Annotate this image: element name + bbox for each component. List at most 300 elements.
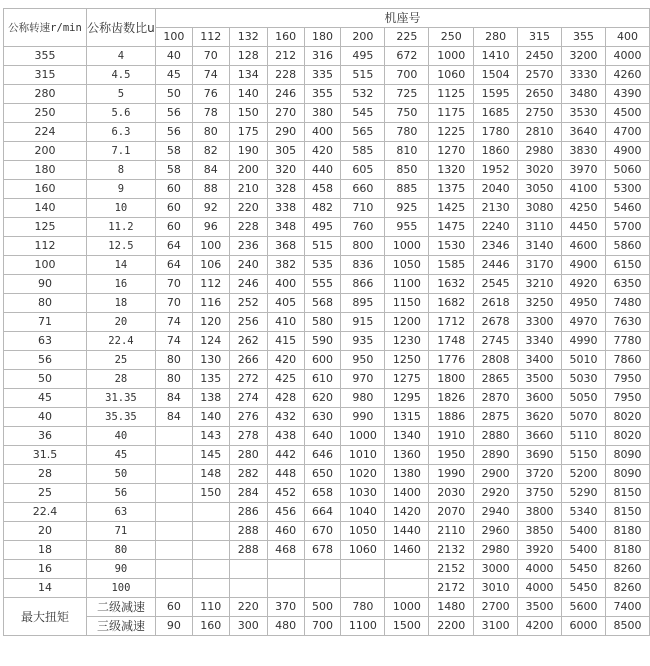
ratio-cell: 50 — [86, 465, 155, 484]
power-value-cell: 3720 — [518, 465, 562, 484]
power-value-cell: 438 — [267, 427, 304, 446]
power-value-cell: 58 — [155, 142, 192, 161]
speed-cell: 224 — [4, 123, 87, 142]
power-value-cell: 468 — [267, 541, 304, 560]
power-value-cell: 3210 — [518, 275, 562, 294]
power-value-cell: 220 — [229, 199, 267, 218]
table-row — [4, 218, 650, 237]
power-value-cell: 5200 — [562, 465, 606, 484]
power-value-cell: 1030 — [341, 484, 385, 503]
table-row — [4, 389, 650, 408]
power-value-cell: 246 — [267, 85, 304, 104]
power-value-cell: 316 — [304, 47, 341, 66]
power-value-cell: 190 — [229, 142, 267, 161]
frame-size-header: 132 — [229, 28, 267, 47]
torque-value-cell: 8500 — [605, 617, 649, 636]
power-value-cell: 8090 — [605, 465, 649, 484]
table-row — [4, 560, 650, 579]
speed-cell: 40 — [4, 408, 87, 427]
torque-value-cell: 110 — [192, 598, 229, 617]
power-value-cell — [229, 560, 267, 579]
power-value-cell: 60 — [155, 180, 192, 199]
power-value-cell: 415 — [267, 332, 304, 351]
power-value-cell: 3850 — [518, 522, 562, 541]
torque-value-cell: 1480 — [429, 598, 474, 617]
power-value-cell: 1000 — [341, 427, 385, 446]
ratio-cell: 80 — [86, 541, 155, 560]
ratio-cell: 25 — [86, 351, 155, 370]
power-value-cell: 565 — [341, 123, 385, 142]
power-value-cell: 2618 — [474, 294, 518, 313]
power-value-cell: 5150 — [562, 446, 606, 465]
power-value-cell: 4000 — [605, 47, 649, 66]
ratio-cell: 56 — [86, 484, 155, 503]
power-value-cell: 284 — [229, 484, 267, 503]
table-row — [4, 294, 650, 313]
table-row — [4, 66, 650, 85]
power-value-cell: 1250 — [385, 351, 429, 370]
power-value-cell: 228 — [267, 66, 304, 85]
power-value-cell — [229, 579, 267, 598]
power-value-cell: 2960 — [474, 522, 518, 541]
power-value-cell: 338 — [267, 199, 304, 218]
power-value-cell: 7480 — [605, 294, 649, 313]
power-value-cell: 1020 — [341, 465, 385, 484]
power-value-cell: 4950 — [562, 294, 606, 313]
power-value-cell: 74 — [155, 313, 192, 332]
power-value-cell: 2875 — [474, 408, 518, 427]
power-value-cell: 515 — [304, 237, 341, 256]
power-value-cell: 116 — [192, 294, 229, 313]
power-value-cell: 3110 — [518, 218, 562, 237]
power-value-cell: 148 — [192, 465, 229, 484]
power-value-cell: 2890 — [474, 446, 518, 465]
speed-cell: 20 — [4, 522, 87, 541]
power-value-cell: 246 — [229, 275, 267, 294]
ratio-column-header: 公称齿数比u — [86, 9, 155, 47]
power-value-cell: 1125 — [429, 85, 474, 104]
ratio-cell: 100 — [86, 579, 155, 598]
power-value-cell: 84 — [155, 389, 192, 408]
power-value-cell: 3500 — [518, 370, 562, 389]
power-value-cell: 3750 — [518, 484, 562, 503]
table-row — [4, 408, 650, 427]
ratio-cell: 16 — [86, 275, 155, 294]
power-value-cell: 1040 — [341, 503, 385, 522]
power-value-cell: 5060 — [605, 161, 649, 180]
power-value-cell: 2650 — [518, 85, 562, 104]
speed-cell: 200 — [4, 142, 87, 161]
power-value-cell: 88 — [192, 180, 229, 199]
ratio-cell: 10 — [86, 199, 155, 218]
reduction-stage-label: 三级减速 — [86, 617, 155, 636]
power-value-cell: 3330 — [562, 66, 606, 85]
power-value-cell — [155, 465, 192, 484]
speed-cell: 28 — [4, 465, 87, 484]
power-value-cell — [192, 579, 229, 598]
power-value-cell: 460 — [267, 522, 304, 541]
power-value-cell: 866 — [341, 275, 385, 294]
power-value-cell: 64 — [155, 237, 192, 256]
torque-value-cell: 5600 — [562, 598, 606, 617]
power-value-cell: 1886 — [429, 408, 474, 427]
speed-cell: 50 — [4, 370, 87, 389]
power-value-cell: 2880 — [474, 427, 518, 446]
power-value-cell: 212 — [267, 47, 304, 66]
table-row — [4, 256, 650, 275]
speed-cell: 100 — [4, 256, 87, 275]
speed-cell: 315 — [4, 66, 87, 85]
power-value-cell: 425 — [267, 370, 304, 389]
table-row — [4, 142, 650, 161]
table-row — [4, 199, 650, 218]
power-value-cell: 3970 — [562, 161, 606, 180]
power-value-cell: 1375 — [429, 180, 474, 199]
power-value-cell: 3660 — [518, 427, 562, 446]
power-value-cell: 1380 — [385, 465, 429, 484]
power-value-cell — [155, 427, 192, 446]
power-value-cell: 1780 — [474, 123, 518, 142]
frame-size-header: 280 — [474, 28, 518, 47]
power-value-cell: 3020 — [518, 161, 562, 180]
speed-cell: 355 — [4, 47, 87, 66]
speed-cell: 125 — [4, 218, 87, 237]
power-value-cell: 1800 — [429, 370, 474, 389]
torque-value-cell: 2700 — [474, 598, 518, 617]
power-value-cell: 82 — [192, 142, 229, 161]
power-value-cell: 710 — [341, 199, 385, 218]
speed-cell: 45 — [4, 389, 87, 408]
power-value-cell: 895 — [341, 294, 385, 313]
power-value-cell: 2940 — [474, 503, 518, 522]
speed-cell: 140 — [4, 199, 87, 218]
ratio-cell: 5.6 — [86, 104, 155, 123]
torque-value-cell: 7400 — [605, 598, 649, 617]
power-value-cell: 2980 — [474, 541, 518, 560]
power-value-cell: 4900 — [605, 142, 649, 161]
power-value-cell: 2678 — [474, 313, 518, 332]
power-value-cell: 1295 — [385, 389, 429, 408]
power-value-cell — [155, 579, 192, 598]
power-value-cell: 7950 — [605, 370, 649, 389]
frame-size-header: 250 — [429, 28, 474, 47]
power-value-cell: 60 — [155, 199, 192, 218]
power-value-cell: 40 — [155, 47, 192, 66]
power-value-cell: 1410 — [474, 47, 518, 66]
power-value-cell: 8150 — [605, 503, 649, 522]
power-value-cell: 5030 — [562, 370, 606, 389]
power-value-cell: 120 — [192, 313, 229, 332]
power-value-cell: 96 — [192, 218, 229, 237]
power-value-cell: 143 — [192, 427, 229, 446]
power-value-cell: 6350 — [605, 275, 649, 294]
power-value-cell: 935 — [341, 332, 385, 351]
power-value-cell: 50 — [155, 85, 192, 104]
table-row — [4, 275, 650, 294]
power-value-cell: 4260 — [605, 66, 649, 85]
power-value-cell: 5400 — [562, 522, 606, 541]
power-value-cell — [155, 541, 192, 560]
power-value-cell: 5290 — [562, 484, 606, 503]
frame-size-header: 180 — [304, 28, 341, 47]
power-value-cell: 4970 — [562, 313, 606, 332]
power-value-cell: 700 — [385, 66, 429, 85]
power-value-cell: 274 — [229, 389, 267, 408]
power-value-cell: 92 — [192, 199, 229, 218]
power-value-cell: 2346 — [474, 237, 518, 256]
table-row — [4, 522, 650, 541]
power-value-cell: 2900 — [474, 465, 518, 484]
frame-size-header: 200 — [341, 28, 385, 47]
table-row — [4, 47, 650, 66]
power-value-cell: 1685 — [474, 104, 518, 123]
torque-value-cell: 700 — [304, 617, 341, 636]
power-value-cell: 532 — [341, 85, 385, 104]
power-value-cell — [192, 541, 229, 560]
power-value-cell: 1420 — [385, 503, 429, 522]
ratio-cell: 6.3 — [86, 123, 155, 142]
power-value-cell: 150 — [229, 104, 267, 123]
power-value-cell: 836 — [341, 256, 385, 275]
power-value-cell: 80 — [155, 370, 192, 389]
power-value-cell: 5460 — [605, 199, 649, 218]
power-value-cell: 2152 — [429, 560, 474, 579]
power-value-cell: 3690 — [518, 446, 562, 465]
power-value-cell: 135 — [192, 370, 229, 389]
power-value-cell: 4390 — [605, 85, 649, 104]
table-row — [4, 427, 650, 446]
power-value-cell: 236 — [229, 237, 267, 256]
power-value-cell: 138 — [192, 389, 229, 408]
frame-size-header: 100 — [155, 28, 192, 47]
torque-value-cell: 160 — [192, 617, 229, 636]
power-value-cell: 8020 — [605, 427, 649, 446]
power-value-cell: 646 — [304, 446, 341, 465]
power-value-cell: 456 — [267, 503, 304, 522]
power-value-cell: 482 — [304, 199, 341, 218]
power-value-cell: 112 — [192, 275, 229, 294]
power-value-cell: 2980 — [518, 142, 562, 161]
power-value-cell: 630 — [304, 408, 341, 427]
power-value-cell: 4500 — [605, 104, 649, 123]
power-value-cell: 1340 — [385, 427, 429, 446]
power-value-cell: 288 — [229, 522, 267, 541]
power-value-cell: 130 — [192, 351, 229, 370]
power-value-cell: 495 — [304, 218, 341, 237]
power-value-cell: 78 — [192, 104, 229, 123]
power-value-cell: 432 — [267, 408, 304, 427]
power-value-cell: 1150 — [385, 294, 429, 313]
power-value-cell — [155, 484, 192, 503]
torque-value-cell: 500 — [304, 598, 341, 617]
power-value-cell: 2110 — [429, 522, 474, 541]
power-value-cell: 515 — [341, 66, 385, 85]
power-value-cell: 1400 — [385, 484, 429, 503]
power-value-cell: 1632 — [429, 275, 474, 294]
power-value-cell: 140 — [192, 408, 229, 427]
speed-cell: 63 — [4, 332, 87, 351]
power-value-cell — [155, 503, 192, 522]
power-value-cell: 328 — [267, 180, 304, 199]
power-value-cell: 660 — [341, 180, 385, 199]
power-value-cell: 3830 — [562, 142, 606, 161]
table-row — [4, 161, 650, 180]
power-value-cell: 495 — [341, 47, 385, 66]
power-value-cell: 1826 — [429, 389, 474, 408]
power-value-cell: 1000 — [385, 237, 429, 256]
power-value-cell: 7860 — [605, 351, 649, 370]
power-value-cell: 128 — [229, 47, 267, 66]
power-value-cell: 3050 — [518, 180, 562, 199]
power-value-cell: 3640 — [562, 123, 606, 142]
power-value-cell: 610 — [304, 370, 341, 389]
power-value-cell: 2040 — [474, 180, 518, 199]
speed-cell: 90 — [4, 275, 87, 294]
speed-column-header: 公称转速r/min — [4, 9, 87, 47]
power-value-cell: 1952 — [474, 161, 518, 180]
power-value-cell: 405 — [267, 294, 304, 313]
power-value-cell: 452 — [267, 484, 304, 503]
power-value-cell: 5340 — [562, 503, 606, 522]
power-value-cell: 725 — [385, 85, 429, 104]
power-value-cell: 60 — [155, 218, 192, 237]
frame-size-header: 315 — [518, 28, 562, 47]
power-value-cell: 1990 — [429, 465, 474, 484]
power-value-cell: 8260 — [605, 560, 649, 579]
frame-size-header: 400 — [605, 28, 649, 47]
power-value-cell: 84 — [192, 161, 229, 180]
power-value-cell: 305 — [267, 142, 304, 161]
power-value-cell: 915 — [341, 313, 385, 332]
power-value-cell: 1748 — [429, 332, 474, 351]
torque-value-cell: 3100 — [474, 617, 518, 636]
power-value-cell: 175 — [229, 123, 267, 142]
ratio-cell: 8 — [86, 161, 155, 180]
speed-cell: 22.4 — [4, 503, 87, 522]
power-value-cell: 7780 — [605, 332, 649, 351]
power-value-cell: 200 — [229, 161, 267, 180]
ratio-cell: 45 — [86, 446, 155, 465]
power-value-cell: 1275 — [385, 370, 429, 389]
power-value-cell: 2172 — [429, 579, 474, 598]
power-value-cell: 2450 — [518, 47, 562, 66]
power-value-cell: 228 — [229, 218, 267, 237]
power-value-cell: 3000 — [474, 560, 518, 579]
table-row — [4, 503, 650, 522]
power-value-cell: 276 — [229, 408, 267, 427]
power-value-cell: 670 — [304, 522, 341, 541]
power-value-cell: 420 — [304, 142, 341, 161]
frame-size-header: 355 — [562, 28, 606, 47]
power-value-cell: 970 — [341, 370, 385, 389]
power-value-cell: 760 — [341, 218, 385, 237]
power-value-cell: 1315 — [385, 408, 429, 427]
power-value-cell: 70 — [155, 275, 192, 294]
torque-value-cell: 3500 — [518, 598, 562, 617]
power-value-cell: 5450 — [562, 560, 606, 579]
power-value-cell: 5300 — [605, 180, 649, 199]
power-value-cell — [155, 446, 192, 465]
power-value-cell: 620 — [304, 389, 341, 408]
power-value-cell: 955 — [385, 218, 429, 237]
power-value-cell: 535 — [304, 256, 341, 275]
power-value-cell: 1010 — [341, 446, 385, 465]
power-value-cell: 282 — [229, 465, 267, 484]
power-value-cell: 80 — [192, 123, 229, 142]
power-value-cell: 810 — [385, 142, 429, 161]
power-value-cell: 5010 — [562, 351, 606, 370]
ratio-cell: 35.35 — [86, 408, 155, 427]
reduction-stage-label: 二级减速 — [86, 598, 155, 617]
power-value-cell: 288 — [229, 541, 267, 560]
table-row — [4, 351, 650, 370]
table-row — [4, 465, 650, 484]
ratio-cell: 12.5 — [86, 237, 155, 256]
power-value-cell: 5450 — [562, 579, 606, 598]
speed-cell: 71 — [4, 313, 87, 332]
power-value-cell: 2130 — [474, 199, 518, 218]
power-value-cell: 5070 — [562, 408, 606, 427]
power-value-cell: 266 — [229, 351, 267, 370]
torque-value-cell: 60 — [155, 598, 192, 617]
max-torque-row — [4, 617, 650, 636]
power-value-cell: 1200 — [385, 313, 429, 332]
power-value-cell: 990 — [341, 408, 385, 427]
power-value-cell: 5110 — [562, 427, 606, 446]
power-value-cell: 2545 — [474, 275, 518, 294]
power-value-cell: 590 — [304, 332, 341, 351]
power-value-cell: 1682 — [429, 294, 474, 313]
ratio-cell: 40 — [86, 427, 155, 446]
power-value-cell: 4450 — [562, 218, 606, 237]
power-value-cell: 2240 — [474, 218, 518, 237]
power-value-cell: 1860 — [474, 142, 518, 161]
table-row — [4, 541, 650, 560]
power-value-cell: 348 — [267, 218, 304, 237]
power-value-cell: 1712 — [429, 313, 474, 332]
power-value-cell: 278 — [229, 427, 267, 446]
power-value-cell: 605 — [341, 161, 385, 180]
power-value-cell: 1460 — [385, 541, 429, 560]
power-value-cell: 650 — [304, 465, 341, 484]
power-value-cell: 1050 — [341, 522, 385, 541]
power-value-cell — [341, 560, 385, 579]
power-value-cell: 8180 — [605, 541, 649, 560]
power-value-cell: 410 — [267, 313, 304, 332]
table-row — [4, 332, 650, 351]
power-value-cell: 4000 — [518, 579, 562, 598]
power-value-cell — [155, 560, 192, 579]
speed-cell: 25 — [4, 484, 87, 503]
power-value-cell: 7950 — [605, 389, 649, 408]
power-value-cell: 600 — [304, 351, 341, 370]
speed-cell: 56 — [4, 351, 87, 370]
table-row — [4, 180, 650, 199]
power-value-cell: 800 — [341, 237, 385, 256]
torque-value-cell: 1100 — [341, 617, 385, 636]
power-value-cell: 448 — [267, 465, 304, 484]
power-value-cell: 7630 — [605, 313, 649, 332]
torque-value-cell: 90 — [155, 617, 192, 636]
speed-cell: 31.5 — [4, 446, 87, 465]
power-value-cell: 1950 — [429, 446, 474, 465]
power-value-cell: 335 — [304, 66, 341, 85]
power-value-cell: 885 — [385, 180, 429, 199]
power-value-cell: 585 — [341, 142, 385, 161]
power-value-cell: 2070 — [429, 503, 474, 522]
power-value-cell: 252 — [229, 294, 267, 313]
speed-cell: 280 — [4, 85, 87, 104]
